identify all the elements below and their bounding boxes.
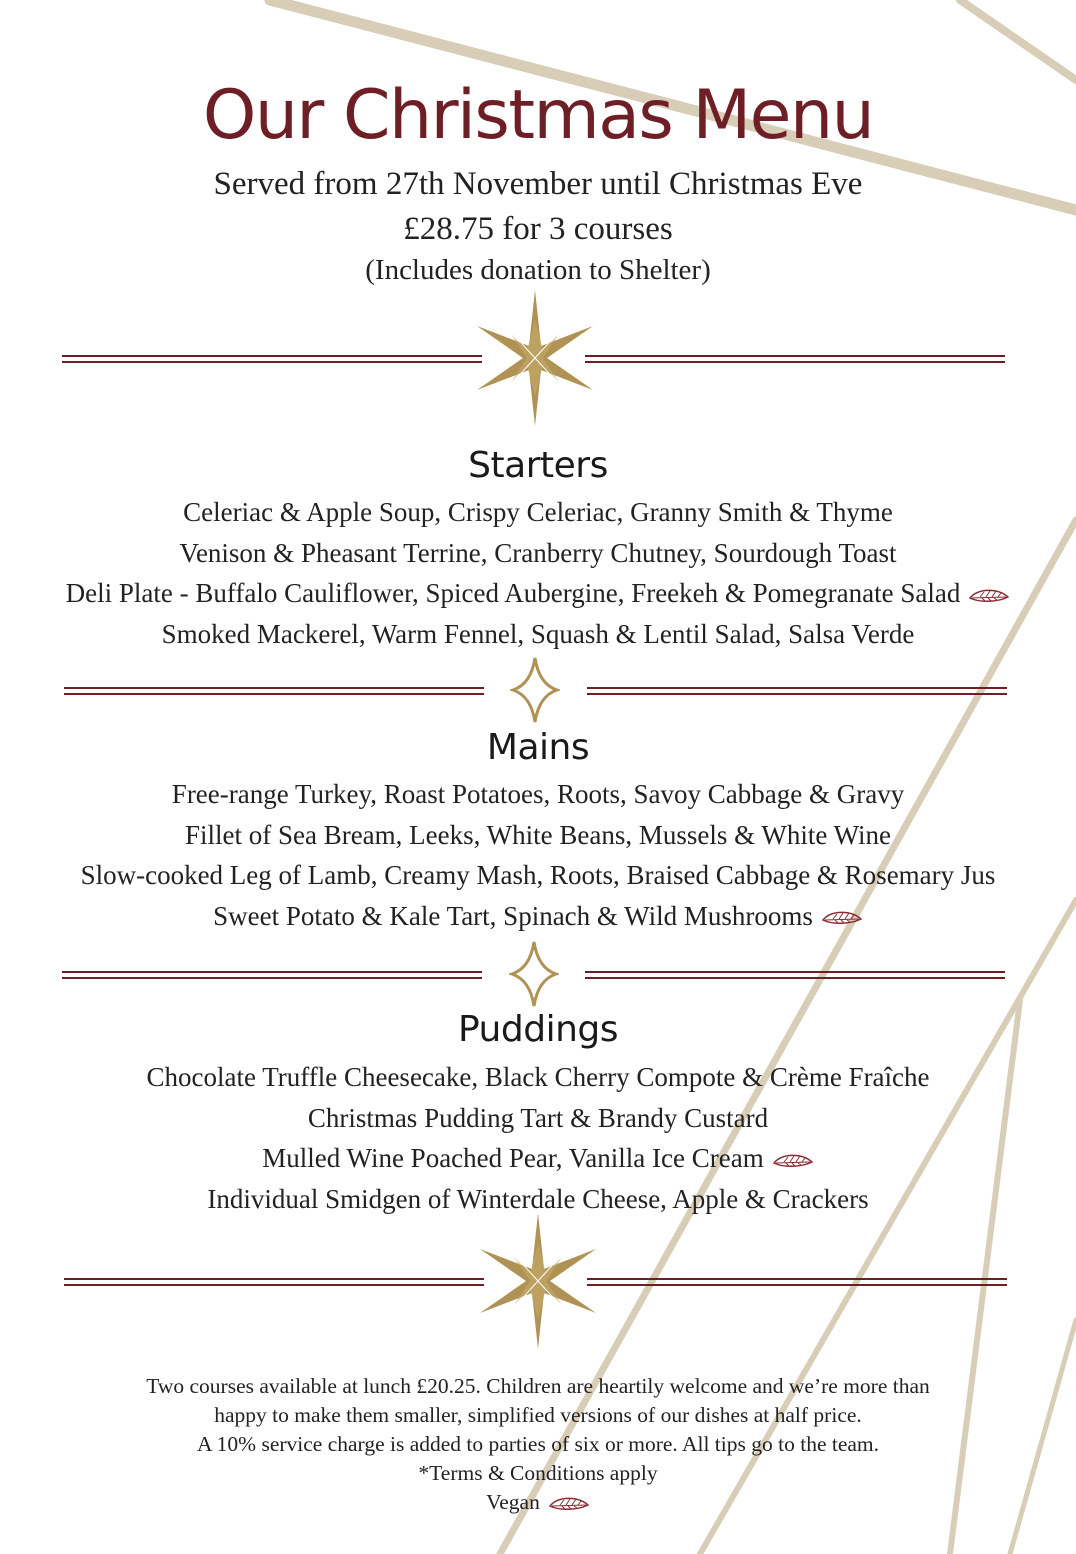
list-item	[0, 774, 1076, 815]
compass-star-icon	[473, 288, 597, 428]
dish-name: Smoked Mackerel, Warm Fennel, Squash & Lentil Salad, Salsa Verde	[161, 618, 915, 649]
mains-list	[0, 774, 1076, 936]
section-heading-puddings: Puddings	[457, 1009, 619, 1050]
vegan-legend	[0, 1488, 1076, 1517]
menu-title: Our Christmas Menu	[202, 76, 874, 155]
puddings-list	[0, 1057, 1076, 1219]
four-point-star-icon	[509, 940, 559, 1008]
terms-note: *Terms & Conditions apply	[418, 1461, 658, 1485]
list-item	[0, 492, 1076, 533]
dish-name: Deli Plate - Buffalo Cauliflower, Spiced Aubergine, Freekeh & Pomegranate Salad	[65, 578, 961, 608]
dish-name: Christmas Pudding Tart & Brandy Custard	[307, 1102, 769, 1133]
list-item	[0, 1138, 1076, 1179]
list-item	[0, 533, 1076, 574]
dish-name: Chocolate Truffle Cheesecake, Black Cherry Compote & Crème Fraîche	[146, 1062, 930, 1092]
list-item	[0, 1057, 1076, 1098]
dish-name: Fillet of Sea Bream, Leeks, White Beans, Mussels & White Wine	[184, 819, 892, 850]
section-heading-starters: Starters	[468, 445, 608, 486]
leaf-icon	[548, 1496, 590, 1512]
dish-name: Individual Smidgen of Winterdale Cheese, Apple & Crackers	[207, 1183, 869, 1214]
dish-name: Venison & Pheasant Terrine, Cranberry Chutney, Sourdough Toast	[179, 537, 897, 568]
menu-price: £28.75 for 3 courses	[403, 211, 673, 247]
four-point-star-icon	[510, 656, 560, 724]
dish-name: Sweet Potato & Kale Tart, Spinach & Wild Mushrooms	[213, 900, 813, 931]
dish-name: Slow-cooked Leg of Lamb, Creamy Mash, Roots, Braised Cabbage & Rosemary Jus	[80, 860, 996, 890]
list-item	[0, 855, 1076, 896]
lunch-note: Two courses available at lunch £20.25. Children are heartily welcome and we’re more than	[146, 1374, 930, 1398]
leaf-icon	[821, 910, 863, 926]
compass-star-icon	[476, 1211, 600, 1351]
footer-notes	[0, 1372, 1076, 1517]
leaf-icon	[968, 588, 1010, 604]
list-item	[0, 573, 1076, 614]
list-item	[0, 1098, 1076, 1139]
list-item	[0, 614, 1076, 655]
children-note: happy to make them smaller, simplified versions of our dishes at half price.	[214, 1403, 862, 1427]
vegan-legend-label: Vegan	[486, 1490, 540, 1514]
dish-name: Mulled Wine Poached Pear, Vanilla Ice Cream	[262, 1143, 764, 1173]
list-item	[0, 815, 1076, 856]
served-dates: Served from 27th November until Christmas Eve	[213, 166, 863, 202]
service-charge-note: A 10% service charge is added to parties of six or more. All tips go to the team.	[196, 1432, 880, 1456]
leaf-icon	[772, 1153, 814, 1169]
dish-name: Celeriac & Apple Soup, Crispy Celeriac, Granny Smith & Thyme	[183, 497, 893, 527]
donation-note: (Includes donation to Shelter)	[365, 254, 711, 286]
dish-name: Free-range Turkey, Roast Potatoes, Roots, Savoy Cabbage & Gravy	[171, 779, 905, 809]
starters-list	[0, 492, 1076, 654]
section-heading-mains: Mains	[486, 727, 590, 768]
list-item	[0, 896, 1076, 937]
